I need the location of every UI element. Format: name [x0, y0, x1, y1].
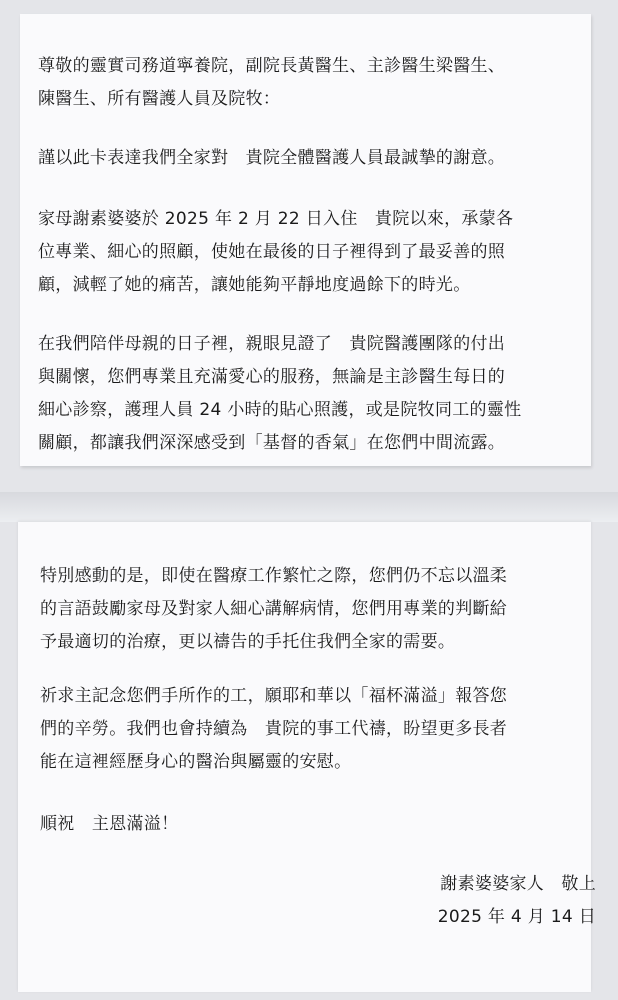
paragraph-admission [38, 203, 513, 302]
closing-line: 順祝 主恩滿溢！ [40, 814, 179, 834]
paragraph-line: 在我們陪伴母親的日子裡，親眼見證了 貴院醫護團隊的付出 [38, 334, 506, 354]
paragraph-line: 予最適切的治療，更以禱告的手托住我們全家的需要。 [40, 632, 456, 652]
paragraph-touched [40, 560, 507, 659]
paragraph-line: 與關懷，您們專業且充滿愛心的服務，無論是主診醫生每日的 [38, 367, 506, 387]
paragraph-line: 關顧，都讓我們深深感受到「基督的香氣」在您們中間流露。 [38, 433, 506, 453]
paragraph-witness [38, 328, 521, 460]
fold-shadow [0, 492, 618, 522]
salutation-line: 陳醫生、所有醫護人員及院牧： [38, 89, 281, 109]
closing-blessing [40, 808, 178, 841]
letter-date: 2025 年 4 月 14 日 [437, 907, 596, 927]
paragraph-line: 能在這裡經歷身心的醫治與屬靈的安慰。 [40, 752, 352, 772]
paragraph-line: 位專業、細心的照顧，使她在最後的日子裡得到了最妥善的照 [38, 242, 506, 262]
salutation [38, 50, 505, 116]
paragraph-line: 家母謝素婆婆於 2025 年 2 月 22 日入住 貴院以來，承蒙各 [38, 209, 514, 229]
salutation-line: 尊敬的靈實司務道寧養院，副院長黃醫生、主診醫生梁醫生、 [38, 56, 506, 76]
paragraph-prayer [40, 680, 507, 779]
paragraph-line: 的言語鼓勵家母及對家人細心講解病情，您們用專業的判斷給 [40, 599, 508, 619]
paragraph-gratitude [38, 142, 505, 175]
paragraph-line: 祈求主記念您們手所作的工，願耶和華以「福杯滿溢」報答您 [40, 686, 508, 706]
paragraph-line: 特別感動的是，即使在醫療工作繁忙之際，您們仍不忘以溫柔 [40, 566, 508, 586]
paragraph-line: 細心診察，護理人員 24 小時的貼心照護，或是院牧同工的靈性 [38, 400, 522, 420]
paragraph-line: 謹以此卡表達我們全家對 貴院全體醫護人員最誠摯的謝意。 [38, 148, 506, 168]
signature: 謝素婆婆家人 敬上 [440, 874, 596, 894]
paragraph-line: 顧，減輕了她的痛苦，讓她能夠平靜地度過餘下的時光。 [38, 275, 471, 295]
signature-block [438, 868, 596, 934]
paragraph-line: 們的辛勞。我們也會持續為 貴院的事工代禱，盼望更多長者 [40, 719, 508, 739]
